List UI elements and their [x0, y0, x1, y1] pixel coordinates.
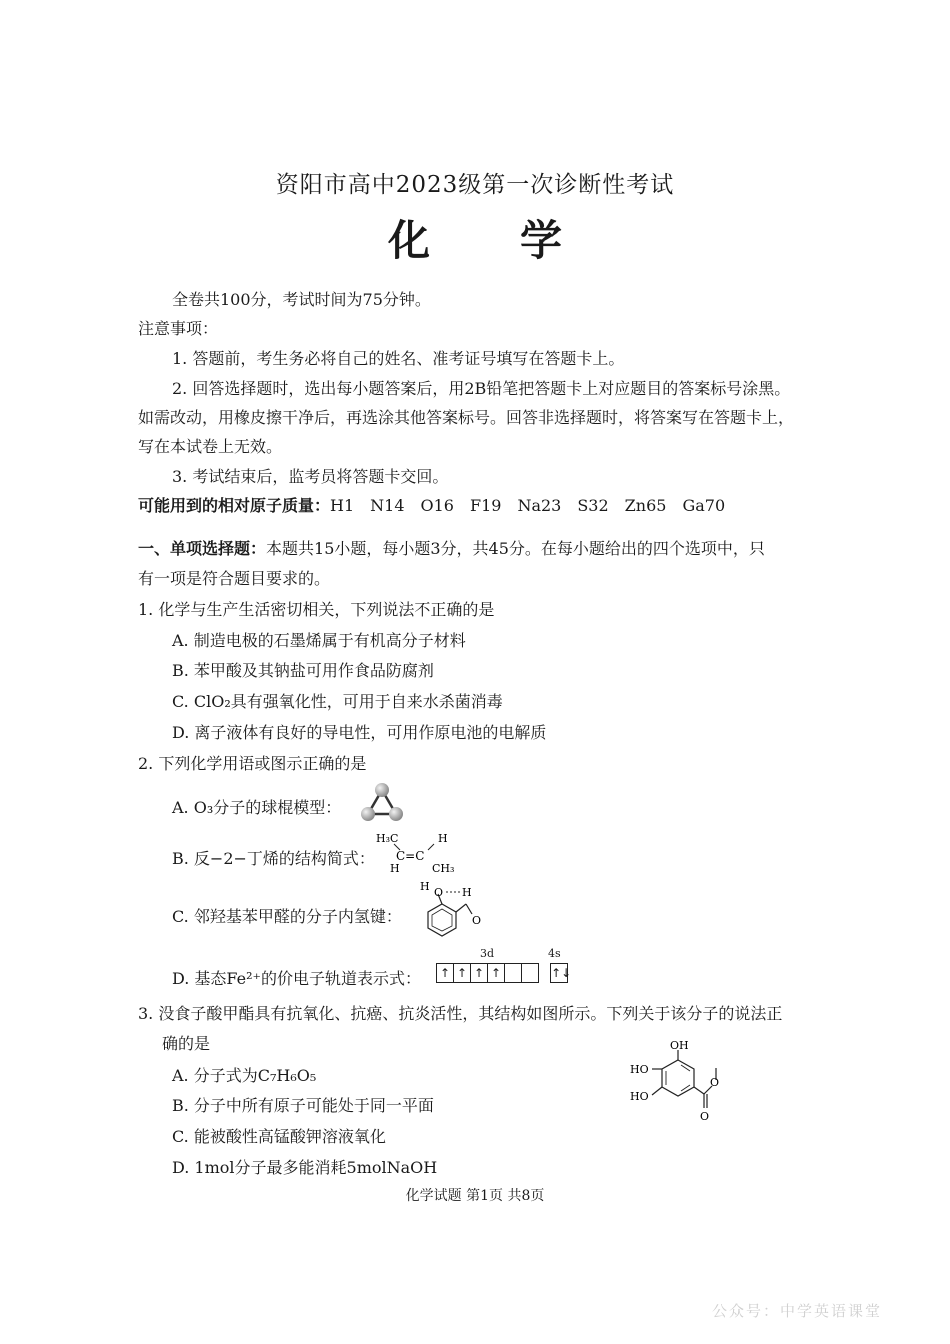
- section-1-heading: [138, 536, 765, 559]
- notice-heading: 注意事项：: [138, 319, 219, 338]
- orbital-3d-boxes: [436, 963, 539, 983]
- notice-2: 2. 回答选择题时，选出每小题答案后，用2B铅笔把答题卡上对应题目的答案标号涂黑。: [172, 379, 791, 398]
- orbital-3d-box-6: [522, 964, 538, 982]
- orbital-3d-box-5: [505, 964, 522, 982]
- notice-3: 3. 考试结束后，监考员将答题卡交回。: [172, 467, 449, 486]
- q1-option-c: C. ClO₂具有强氧化性，可用于自来水杀菌消毒: [172, 692, 503, 711]
- q2-option-b: B. 反−2−丁烯的结构简式：: [172, 849, 375, 868]
- notice-2-end: 写在本试卷上无效。: [138, 437, 283, 456]
- orbital-3d-box-3: ↑: [471, 964, 488, 982]
- exam-intro: 全卷共100分，考试时间为75分钟。: [172, 290, 431, 309]
- gallate-oh-top-label: OH: [670, 1039, 689, 1052]
- butene-h-top-label: H: [438, 832, 448, 845]
- salicylaldehyde-hbond-structure: [414, 880, 486, 944]
- trans-2-butene-structure: [372, 830, 468, 878]
- subject-title: 化学: [387, 216, 652, 265]
- orbital-3d-label: 3d: [480, 947, 495, 960]
- atomic-mass-line: [138, 493, 725, 516]
- butene-bond-label: C=C: [396, 849, 425, 863]
- q1-option-d: D. 离子液体有良好的导电性，可用作原电池的电解质: [172, 723, 547, 742]
- q2-option-d: D. 基态Fe²⁺的价电子轨道表示式：: [172, 969, 421, 988]
- butene-ch3-label: CH₃: [432, 862, 455, 875]
- orbital-4s-box-1: ↑↓: [551, 965, 572, 980]
- section-1-text: 本题共15小题，每小题3分，共45分。在每小题给出的四个选项中，只: [266, 539, 765, 558]
- orbital-3d-box-1: ↑: [437, 964, 454, 982]
- page-footer: 化学试题 第1页 共8页: [405, 1188, 545, 1204]
- section-1-label: 一、单项选择题：: [138, 539, 267, 558]
- notice-1: 1. 答题前，考生务必将自己的姓名、准考证号填写在答题卡上。: [172, 349, 625, 368]
- q3-option-c: C. 能被酸性高锰酸钾溶液氧化: [172, 1127, 386, 1146]
- question-3-stem: 3. 没食子酸甲酯具有抗氧化、抗癌、抗炎活性，其结构如图所示。下列关于该分子的说法正: [138, 1004, 783, 1023]
- notice-2-cont: 如需改动，用橡皮擦干净后，再选涂其他答案标号。回答非选择题时，将答案写在答题卡上，: [138, 408, 795, 427]
- aldehyde-o2-label: O: [472, 914, 482, 927]
- watermark: 公众号：中学英语课堂: [711, 1302, 882, 1320]
- q3-option-a: A. 分子式为C₇H₆O₅: [172, 1066, 317, 1085]
- fe2-orbital-diagram: [436, 962, 572, 983]
- q3-option-d: D. 1mol分子最多能消耗5molNaOH: [172, 1158, 438, 1177]
- atomic-mass-label: 可能用到的相对原子质量：: [138, 496, 331, 515]
- orbital-3d-box-4: ↑: [488, 964, 505, 982]
- q1-option-a: A. 制造电极的石墨烯属于有机高分子材料: [172, 631, 466, 650]
- question-2-stem: 2. 下列化学用语或图示正确的是: [138, 754, 367, 773]
- butene-h3c-label: H₃C: [376, 832, 399, 845]
- exam-title: 资阳市高中2023级第一次诊断性考试: [275, 172, 675, 198]
- aldehyde-h-label: H: [420, 880, 430, 893]
- orbital-3d-box-2: ↑: [454, 964, 471, 982]
- gallate-ester-o-label: O: [710, 1076, 720, 1089]
- atomic-mass-values: H1 N14 O16 F19 Na23 S32 Zn65 Ga70: [330, 496, 726, 515]
- q3-option-b: B. 分子中所有原子可能处于同一平面: [172, 1096, 434, 1115]
- gallate-ho-left-2-label: HO: [630, 1090, 649, 1103]
- orbital-4s-label: 4s: [548, 947, 561, 960]
- aldehyde-h2-label: H: [462, 886, 472, 899]
- section-1-text-2: 有一项是符合题目要求的。: [138, 569, 331, 588]
- ozone-ball-stick-model: [356, 780, 408, 824]
- gallate-carbonyl-o-label: O: [700, 1110, 710, 1123]
- orbital-4s-box: [550, 963, 572, 983]
- question-1-stem: 1. 化学与生产生活密切相关，下列说法不正确的是: [138, 600, 495, 619]
- q1-option-b: B. 苯甲酸及其钠盐可用作食品防腐剂: [172, 661, 434, 680]
- q2-option-a: A. O₃分子的球棍模型：: [172, 798, 342, 817]
- q2-option-c: C. 邻羟基苯甲醛的分子内氢键：: [172, 907, 402, 926]
- aldehyde-o-label: O: [434, 886, 444, 899]
- butene-h-bottom-label: H: [390, 862, 400, 875]
- methyl-gallate-structure: [624, 1038, 728, 1128]
- gallate-ho-left-1-label: HO: [630, 1063, 649, 1076]
- question-3-stem-2: 确的是: [162, 1034, 211, 1053]
